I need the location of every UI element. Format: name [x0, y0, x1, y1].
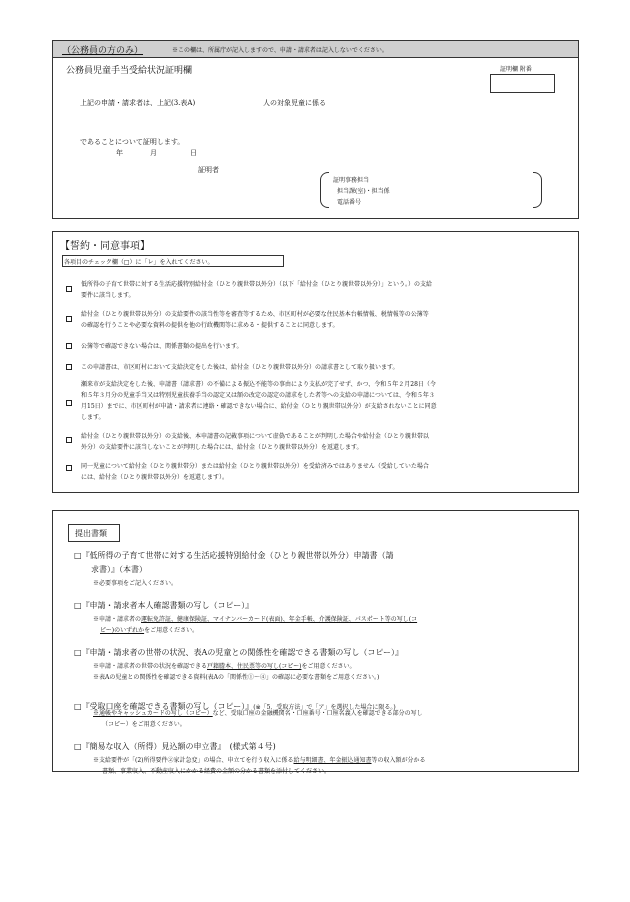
contact-bracket-right	[533, 172, 542, 208]
doc-2-note-suffix: をご用意ください。	[144, 627, 199, 634]
doc-5-title-form: (様式第４号)	[229, 742, 276, 751]
pledge-item-5-line1: 瀬来市が支給決定をした後、申請書（請求書）の不備による振込不能等の事由により支払が完了せず、かつ、令和５年２月28日（令	[81, 381, 436, 388]
doc-3-note-line1	[93, 661, 355, 670]
cert-line1-b: 人の対象児童に係る	[263, 99, 326, 107]
cert-title: 公務員児童手当受給状況証明欄	[66, 66, 193, 76]
doc-3-note-line2: ※表Aの児童との関係性を確認できる資料(表Aの「関係性①～④」の確認に必要な書類をご用意ください。)	[93, 674, 380, 681]
pledge-item-5-line3: 月15日）までに、市区町村が申請・請求者に連絡・確認できない場合に、給付金（ひとり親世帯以外分）が支給されないことに同意	[81, 403, 437, 410]
pledge-checkbox-7[interactable]	[66, 465, 72, 471]
documents-title: 提出書類	[75, 529, 107, 538]
cert-month: 月	[150, 149, 157, 157]
doc-1-note: ※必要事項をご記入ください。	[93, 580, 178, 587]
doc-2-note-any-one: ピー)のいずれか	[100, 627, 145, 634]
pledge-item-5-line4: します。	[81, 414, 105, 421]
pledge-item-5-line2: 和５年３月分の児童手当又は特別児童扶養手当の認定又は額の改定の認定の請求をした者等への支給の申請については、令和５年３	[81, 392, 435, 399]
contact-phone: 電話番号	[337, 199, 362, 206]
doc-2-title[interactable]: □『申請・請求者本人確認書類の写し（コピー）』	[74, 601, 254, 610]
pledge-item-2-line2: の確認を行うことや必要な資料の提供を他の行政機関等に求める・提供することに同意します。	[81, 322, 339, 329]
pledge-checkbox-3[interactable]	[66, 343, 72, 349]
cert-day: 日	[190, 149, 197, 157]
cert-year: 年	[116, 149, 123, 157]
pledge-checkbox-2[interactable]	[66, 316, 72, 322]
cert-header-note: ※この欄は、所属庁が記入しますので、申請・請求者は記入しないでください。	[172, 47, 388, 54]
cert-line1-a: 上記の申請・請求者は、上記(3.表A)	[80, 99, 196, 107]
doc-1-line2: 求書）』（本書）	[91, 565, 147, 574]
doc-5-title-text: □『簡易な収入（所得）見込額の申立書』	[74, 742, 226, 751]
doc-4-title-text: □『受取口座を確認できる書類の写し（コピー）』	[74, 702, 254, 711]
doc-3-title[interactable]: □『申請・請求者の世帯の状況、表Aの児童との関係性を確認できる書類の写し（コピー）』	[74, 648, 404, 657]
pledge-item-1-line1: 低所得の子育て世帯に対する生活応援特別給付金（ひとり親世帯以外分）（以下「給付金（ひとり親世帯以外分）」という。）の支給	[81, 281, 433, 288]
pledge-item-1-line2: 要件に該当します。	[81, 292, 135, 299]
certifier-label: 証明者	[198, 166, 219, 174]
pledge-item-2-line1: 給付金（ひとり親世帯以外分）の支給要件の該当性等を審査等するため、市区町村が必要な住民基本台帳情報、税情報等の公簿等	[81, 311, 429, 318]
pledge-checkbox-1[interactable]	[66, 286, 72, 292]
doc-4-note-passbook: ※通帳やキャッシュカードの写し（コピー）	[93, 710, 213, 717]
doc-2-note-accepted-ids: 運転免許証、健康保険証、マイナンバーカード(表面)、年金手帳、介護保険証、パスポート等の写し(コ	[141, 616, 418, 623]
doc-5-note-payslip: 給与明細書、年金振込通知書	[293, 757, 372, 764]
doc-2-note-line1	[93, 614, 417, 623]
doc-4-note-line1	[93, 708, 423, 717]
doc-2-note-line2	[100, 625, 198, 634]
contact-department: 担当課(室)・担当係	[337, 188, 390, 195]
pledge-item-6-line1: 給付金（ひとり親世帯以外分）の支給後、本申請書の記載事項について虚偽であることが判明した場合や給付金（ひとり親世帯以	[81, 433, 429, 440]
pledge-item-7-line1: 同一児童について給付金（ひとり親世帯分）または給付金（ひとり親世帯以外分）を受給済みではありません（受給していた場合	[81, 463, 429, 470]
cert-number-label: 証明欄 附番	[500, 66, 532, 73]
pledge-checkbox-6[interactable]	[66, 437, 72, 443]
pledge-item-7-line2: には、給付金（ひとり親世帯以外分）を返還します）。	[81, 474, 229, 481]
pledge-checkbox-4[interactable]	[66, 364, 72, 370]
cert-header-label: （公務員の方のみ）	[62, 46, 144, 56]
doc-5-note-line2: 書類、事業収入、不動産収入にかかる経費の金額の分かる書類を添付してください。	[102, 768, 331, 775]
contact-bracket-left	[320, 172, 329, 208]
pledge-item-4-line1: この申請書は、市区町村において支給決定をした後は、給付金（ひとり親世帯以外分）の請求書として取り扱います。	[81, 364, 399, 371]
contact-office: 証明事務担当	[333, 177, 370, 184]
doc-2-note-prefix: ※申請・請求者の	[93, 616, 142, 623]
pledge-checkbox-5[interactable]	[66, 400, 72, 406]
doc-5-title[interactable]	[74, 741, 276, 752]
doc-5-note-line1	[93, 755, 426, 764]
doc-5-note-suffix: 等の収入額が分かる	[371, 757, 426, 764]
doc-5-note-prefix: ※支給要件が「(2)所得要件②家計急変」の場合、申立てを行う収入に係る	[93, 757, 294, 764]
doc-4-note-suffix: など、受取口座の金融機関名・口座番号・口座名義人を確認できる部分の写し	[212, 710, 423, 717]
cert-line2: であることについて証明します。	[80, 138, 185, 146]
doc-4-title-note: (※「5．受取方法」で「ア」を選択した場合に限る。)	[253, 704, 396, 711]
doc-3-note-suffix: をご用意ください。	[301, 663, 356, 670]
pledge-item-3-line1: 公簿等で確認できない場合は、関係書類の提出を行います。	[81, 343, 243, 350]
doc-3-note-register: 戸籍謄本、住民票等の写し(コピー)	[207, 663, 302, 670]
cert-number-field[interactable]	[490, 74, 555, 93]
pledge-title: 【誓約・同意事項】	[60, 241, 150, 252]
doc-1-line1[interactable]: □『低所得の子育て世帯に対する生活応援特別給付金（ひとり親世帯以外分）申請書（請	[74, 551, 394, 560]
doc-3-note-prefix: ※申請・請求者の世帯の状況を確認できる	[93, 663, 208, 670]
pledge-instruction: 各項目のチェック欄（□）に「レ」を入れてください。	[64, 259, 214, 266]
pledge-item-6-line2: 外分）の支給要件に該当しないことが判明した場合には、給付金（ひとり親世帯以外分）を返還します。	[81, 444, 363, 451]
doc-4-note-line2: （コピー）をご用意ください。	[102, 721, 186, 728]
